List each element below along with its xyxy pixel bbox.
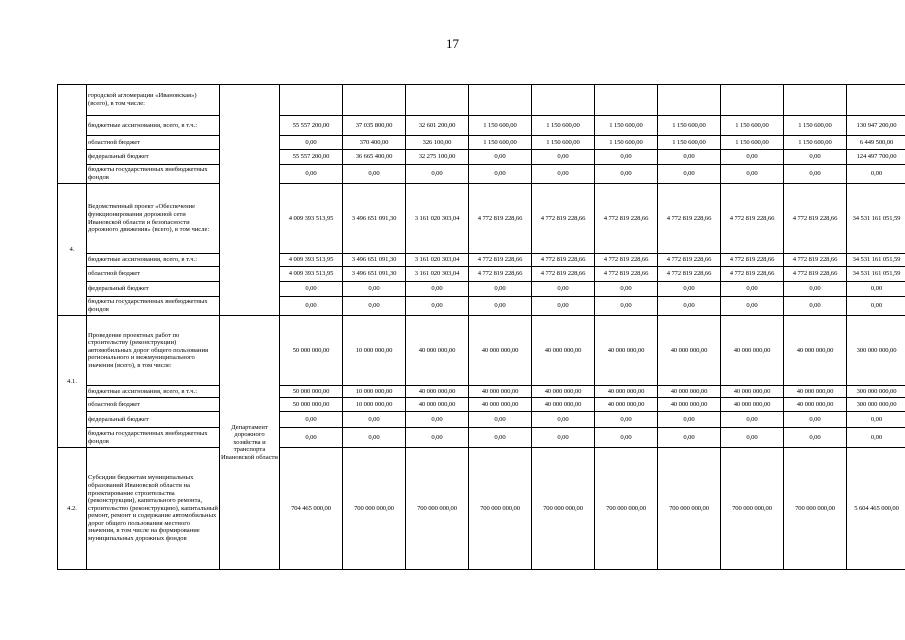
value-cell: 1 150 600,00 — [469, 116, 532, 136]
table-row — [58, 136, 905, 150]
value-cell: 3 161 020 303,04 — [406, 184, 469, 254]
value-cell: 0,00 — [469, 428, 532, 448]
value-cell: 0,00 — [784, 428, 847, 448]
row-name: бюджетные ассигнования, всего, в т.ч.: — [87, 386, 220, 398]
value-cell: 0,00 — [721, 165, 784, 184]
value-cell: 700 000 000,00 — [721, 448, 784, 570]
value-cell: 0,00 — [847, 412, 905, 428]
responsible-cell-empty — [220, 85, 280, 316]
value-cell: 0,00 — [406, 428, 469, 448]
value-cell — [784, 85, 847, 116]
table-row — [58, 267, 905, 282]
value-cell: 4 772 819 228,66 — [721, 267, 784, 282]
value-cell: 40 000 000,00 — [532, 316, 595, 386]
value-cell: 4 009 393 513,95 — [280, 254, 343, 267]
value-cell: 0,00 — [784, 165, 847, 184]
value-cell: 0,00 — [847, 165, 905, 184]
value-cell: 0,00 — [532, 428, 595, 448]
value-cell: 0,00 — [784, 150, 847, 165]
value-cell: 4 772 819 228,66 — [532, 254, 595, 267]
value-cell: 10 000 000,00 — [343, 386, 406, 398]
value-cell — [532, 85, 595, 116]
value-cell: 300 000 000,00 — [847, 316, 905, 386]
value-cell: 0,00 — [469, 412, 532, 428]
value-cell: 6 449 500,00 — [847, 136, 905, 150]
value-cell: 4 009 393 513,95 — [280, 267, 343, 282]
value-cell — [406, 85, 469, 116]
value-cell: 34 531 161 051,59 — [847, 254, 905, 267]
value-cell: 40 000 000,00 — [406, 386, 469, 398]
value-cell: 4 772 819 228,66 — [469, 184, 532, 254]
value-cell: 0,00 — [658, 428, 721, 448]
value-cell: 0,00 — [280, 412, 343, 428]
value-cell: 4 772 819 228,66 — [784, 267, 847, 282]
value-cell: 50 000 000,00 — [280, 398, 343, 412]
value-cell: 0,00 — [280, 297, 343, 316]
value-cell: 40 000 000,00 — [721, 316, 784, 386]
value-cell: 700 000 000,00 — [595, 448, 658, 570]
value-cell: 700 000 000,00 — [469, 448, 532, 570]
value-cell: 0,00 — [721, 282, 784, 297]
table-row — [58, 184, 905, 254]
row-name: Проведение проектных работ по строительству (реконструкции) автомобильных дорог общего пользования регионального и межмуниципального значения (всего), в том числе: — [87, 316, 220, 386]
value-cell: 370 400,00 — [343, 136, 406, 150]
value-cell: 700 000 000,00 — [406, 448, 469, 570]
value-cell — [343, 85, 406, 116]
value-cell: 0,00 — [280, 282, 343, 297]
value-cell: 1 150 600,00 — [532, 116, 595, 136]
table-row — [58, 428, 905, 448]
value-cell: 1 150 600,00 — [595, 136, 658, 150]
value-cell: 32 601 200,00 — [406, 116, 469, 136]
value-cell: 326 100,00 — [406, 136, 469, 150]
value-cell: 0,00 — [343, 165, 406, 184]
value-cell: 1 150 600,00 — [532, 136, 595, 150]
value-cell: 0,00 — [595, 282, 658, 297]
value-cell: 4 772 819 228,66 — [595, 254, 658, 267]
value-cell: 4 772 819 228,66 — [658, 184, 721, 254]
responsible-executor: Департамент дорожного хозяйства и транспорта Ивановской области — [220, 316, 280, 570]
value-cell: 40 000 000,00 — [784, 386, 847, 398]
row-number: 4.2. — [58, 448, 87, 570]
value-cell: 1 150 600,00 — [721, 116, 784, 136]
value-cell: 40 000 000,00 — [595, 386, 658, 398]
value-cell: 3 496 651 091,30 — [343, 184, 406, 254]
value-cell: 0,00 — [406, 412, 469, 428]
value-cell: 1 150 600,00 — [595, 116, 658, 136]
value-cell: 0,00 — [469, 297, 532, 316]
value-cell: 4 772 819 228,66 — [532, 184, 595, 254]
value-cell: 1 150 600,00 — [721, 136, 784, 150]
value-cell: 3 161 020 303,04 — [406, 254, 469, 267]
value-cell — [469, 85, 532, 116]
value-cell: 40 000 000,00 — [532, 398, 595, 412]
value-cell: 40 000 000,00 — [721, 386, 784, 398]
table-row — [58, 398, 905, 412]
row-name: областной бюджет — [87, 267, 220, 282]
value-cell: 0,00 — [721, 412, 784, 428]
value-cell: 0,00 — [406, 297, 469, 316]
value-cell: 3 496 651 091,30 — [343, 254, 406, 267]
value-cell: 0,00 — [532, 297, 595, 316]
table-row — [58, 150, 905, 165]
row-name: областной бюджет — [87, 398, 220, 412]
table-row — [58, 297, 905, 316]
table-row — [58, 386, 905, 398]
value-cell: 0,00 — [658, 150, 721, 165]
value-cell: 0,00 — [595, 412, 658, 428]
value-cell: 0,00 — [721, 428, 784, 448]
row-name: бюджеты государственных внебюджетных фондов — [87, 297, 220, 316]
row-number: 4.1. — [58, 316, 87, 448]
value-cell: 0,00 — [658, 282, 721, 297]
value-cell: 0,00 — [595, 150, 658, 165]
value-cell: 4 772 819 228,66 — [784, 254, 847, 267]
value-cell: 40 000 000,00 — [469, 386, 532, 398]
value-cell: 40 000 000,00 — [658, 316, 721, 386]
value-cell: 0,00 — [847, 428, 905, 448]
value-cell: 36 665 400,00 — [343, 150, 406, 165]
row-name: Субсидии бюджетам муниципальных образований Ивановской области на проектирование строительства (реконструкции), капитального ремонта, строительство (реконструкцию), капитальный ремонт, ремонт и содержание автомобильных дорог общего пользования местного значения, в том числе на формирование муниципальных дорожных фондов — [87, 448, 220, 570]
value-cell: 40 000 000,00 — [595, 398, 658, 412]
value-cell: 0,00 — [784, 297, 847, 316]
value-cell: 0,00 — [532, 165, 595, 184]
page-number: 17 — [446, 36, 459, 51]
value-cell: 124 497 700,00 — [847, 150, 905, 165]
value-cell: 40 000 000,00 — [721, 398, 784, 412]
value-cell: 0,00 — [658, 165, 721, 184]
value-cell: 700 000 000,00 — [343, 448, 406, 570]
value-cell: 130 947 200,00 — [847, 116, 905, 136]
value-cell: 4 772 819 228,66 — [658, 267, 721, 282]
value-cell: 0,00 — [847, 282, 905, 297]
value-cell: 0,00 — [469, 165, 532, 184]
value-cell: 1 150 600,00 — [784, 136, 847, 150]
value-cell: 4 772 819 228,66 — [721, 184, 784, 254]
value-cell: 50 000 000,00 — [280, 386, 343, 398]
row-name: областной бюджет — [87, 136, 220, 150]
value-cell: 40 000 000,00 — [469, 398, 532, 412]
value-cell: 4 772 819 228,66 — [595, 184, 658, 254]
value-cell: 55 557 200,00 — [280, 116, 343, 136]
value-cell: 37 035 800,00 — [343, 116, 406, 136]
table-row — [58, 165, 905, 184]
value-cell — [847, 85, 905, 116]
table-row — [58, 412, 905, 428]
value-cell: 0,00 — [784, 412, 847, 428]
value-cell — [595, 85, 658, 116]
budget-table — [57, 84, 905, 570]
row-number: 4. — [58, 184, 87, 316]
value-cell: 0,00 — [721, 150, 784, 165]
value-cell: 3 496 651 091,30 — [343, 267, 406, 282]
value-cell: 34 531 161 051,59 — [847, 267, 905, 282]
value-cell: 4 772 819 228,66 — [469, 254, 532, 267]
value-cell: 0,00 — [595, 165, 658, 184]
table-row — [58, 282, 905, 297]
value-cell: 0,00 — [595, 297, 658, 316]
row-name: бюджетные ассигнования, всего, в т.ч.: — [87, 116, 220, 136]
value-cell: 0,00 — [595, 428, 658, 448]
value-cell: 1 150 600,00 — [784, 116, 847, 136]
row-name: федеральный бюджет — [87, 282, 220, 297]
value-cell: 0,00 — [721, 297, 784, 316]
value-cell: 40 000 000,00 — [595, 316, 658, 386]
value-cell: 0,00 — [847, 297, 905, 316]
value-cell: 0,00 — [280, 428, 343, 448]
value-cell — [658, 85, 721, 116]
value-cell: 0,00 — [784, 282, 847, 297]
value-cell: 4 772 819 228,66 — [721, 254, 784, 267]
value-cell: 10 000 000,00 — [343, 316, 406, 386]
value-cell: 4 772 819 228,66 — [469, 267, 532, 282]
value-cell: 0,00 — [532, 150, 595, 165]
value-cell: 10 000 000,00 — [343, 398, 406, 412]
value-cell: 0,00 — [658, 412, 721, 428]
value-cell: 4 772 819 228,66 — [595, 267, 658, 282]
value-cell: 0,00 — [280, 136, 343, 150]
value-cell: 0,00 — [469, 150, 532, 165]
value-cell: 700 000 000,00 — [658, 448, 721, 570]
row-name: федеральный бюджет — [87, 412, 220, 428]
value-cell: 700 000 000,00 — [532, 448, 595, 570]
value-cell: 4 772 819 228,66 — [658, 254, 721, 267]
value-cell: 34 531 161 051,59 — [847, 184, 905, 254]
value-cell: 55 557 200,00 — [280, 150, 343, 165]
row-name: бюджеты государственных внебюджетных фондов — [87, 428, 220, 448]
row-name: бюджетные ассигнования, всего, в т.ч.: — [87, 254, 220, 267]
value-cell: 1 150 600,00 — [658, 136, 721, 150]
value-cell: 0,00 — [406, 282, 469, 297]
value-cell: 0,00 — [343, 282, 406, 297]
table-row — [58, 316, 905, 386]
value-cell: 0,00 — [343, 412, 406, 428]
value-cell: 704 465 000,00 — [280, 448, 343, 570]
row-name: бюджеты государственных внебюджетных фондов — [87, 165, 220, 184]
value-cell: 0,00 — [343, 297, 406, 316]
row-name: федеральный бюджет — [87, 150, 220, 165]
value-cell: 0,00 — [343, 428, 406, 448]
table-row — [58, 85, 905, 116]
value-cell: 300 000 000,00 — [847, 386, 905, 398]
value-cell — [721, 85, 784, 116]
value-cell: 40 000 000,00 — [658, 386, 721, 398]
value-cell: 0,00 — [469, 282, 532, 297]
value-cell: 0,00 — [406, 165, 469, 184]
value-cell: 0,00 — [280, 165, 343, 184]
value-cell: 1 150 600,00 — [658, 116, 721, 136]
value-cell: 4 009 393 513,95 — [280, 184, 343, 254]
value-cell: 40 000 000,00 — [784, 398, 847, 412]
value-cell: 40 000 000,00 — [406, 316, 469, 386]
value-cell: 5 604 465 000,00 — [847, 448, 905, 570]
value-cell: 4 772 819 228,66 — [784, 184, 847, 254]
table-row — [58, 448, 905, 570]
value-cell — [280, 85, 343, 116]
value-cell: 50 000 000,00 — [280, 316, 343, 386]
table-row — [58, 254, 905, 267]
value-cell: 4 772 819 228,66 — [532, 267, 595, 282]
value-cell: 40 000 000,00 — [532, 386, 595, 398]
row-name: Ведомственный проект «Обеспечение функционирования дорожной сети Ивановской области и безопасности дорожного движения» (всего), в том числе: — [87, 184, 220, 254]
value-cell: 0,00 — [532, 282, 595, 297]
value-cell: 300 000 000,00 — [847, 398, 905, 412]
value-cell: 700 000 000,00 — [784, 448, 847, 570]
value-cell: 40 000 000,00 — [406, 398, 469, 412]
value-cell: 40 000 000,00 — [658, 398, 721, 412]
value-cell: 3 161 020 303,04 — [406, 267, 469, 282]
value-cell: 0,00 — [532, 412, 595, 428]
value-cell: 1 150 600,00 — [469, 136, 532, 150]
row-number — [58, 85, 87, 184]
value-cell: 32 275 100,00 — [406, 150, 469, 165]
value-cell: 40 000 000,00 — [784, 316, 847, 386]
value-cell: 40 000 000,00 — [469, 316, 532, 386]
table-row — [58, 116, 905, 136]
row-name: городской агломерации «Ивановская») (всего), в том числе: — [87, 85, 220, 116]
value-cell: 0,00 — [658, 297, 721, 316]
